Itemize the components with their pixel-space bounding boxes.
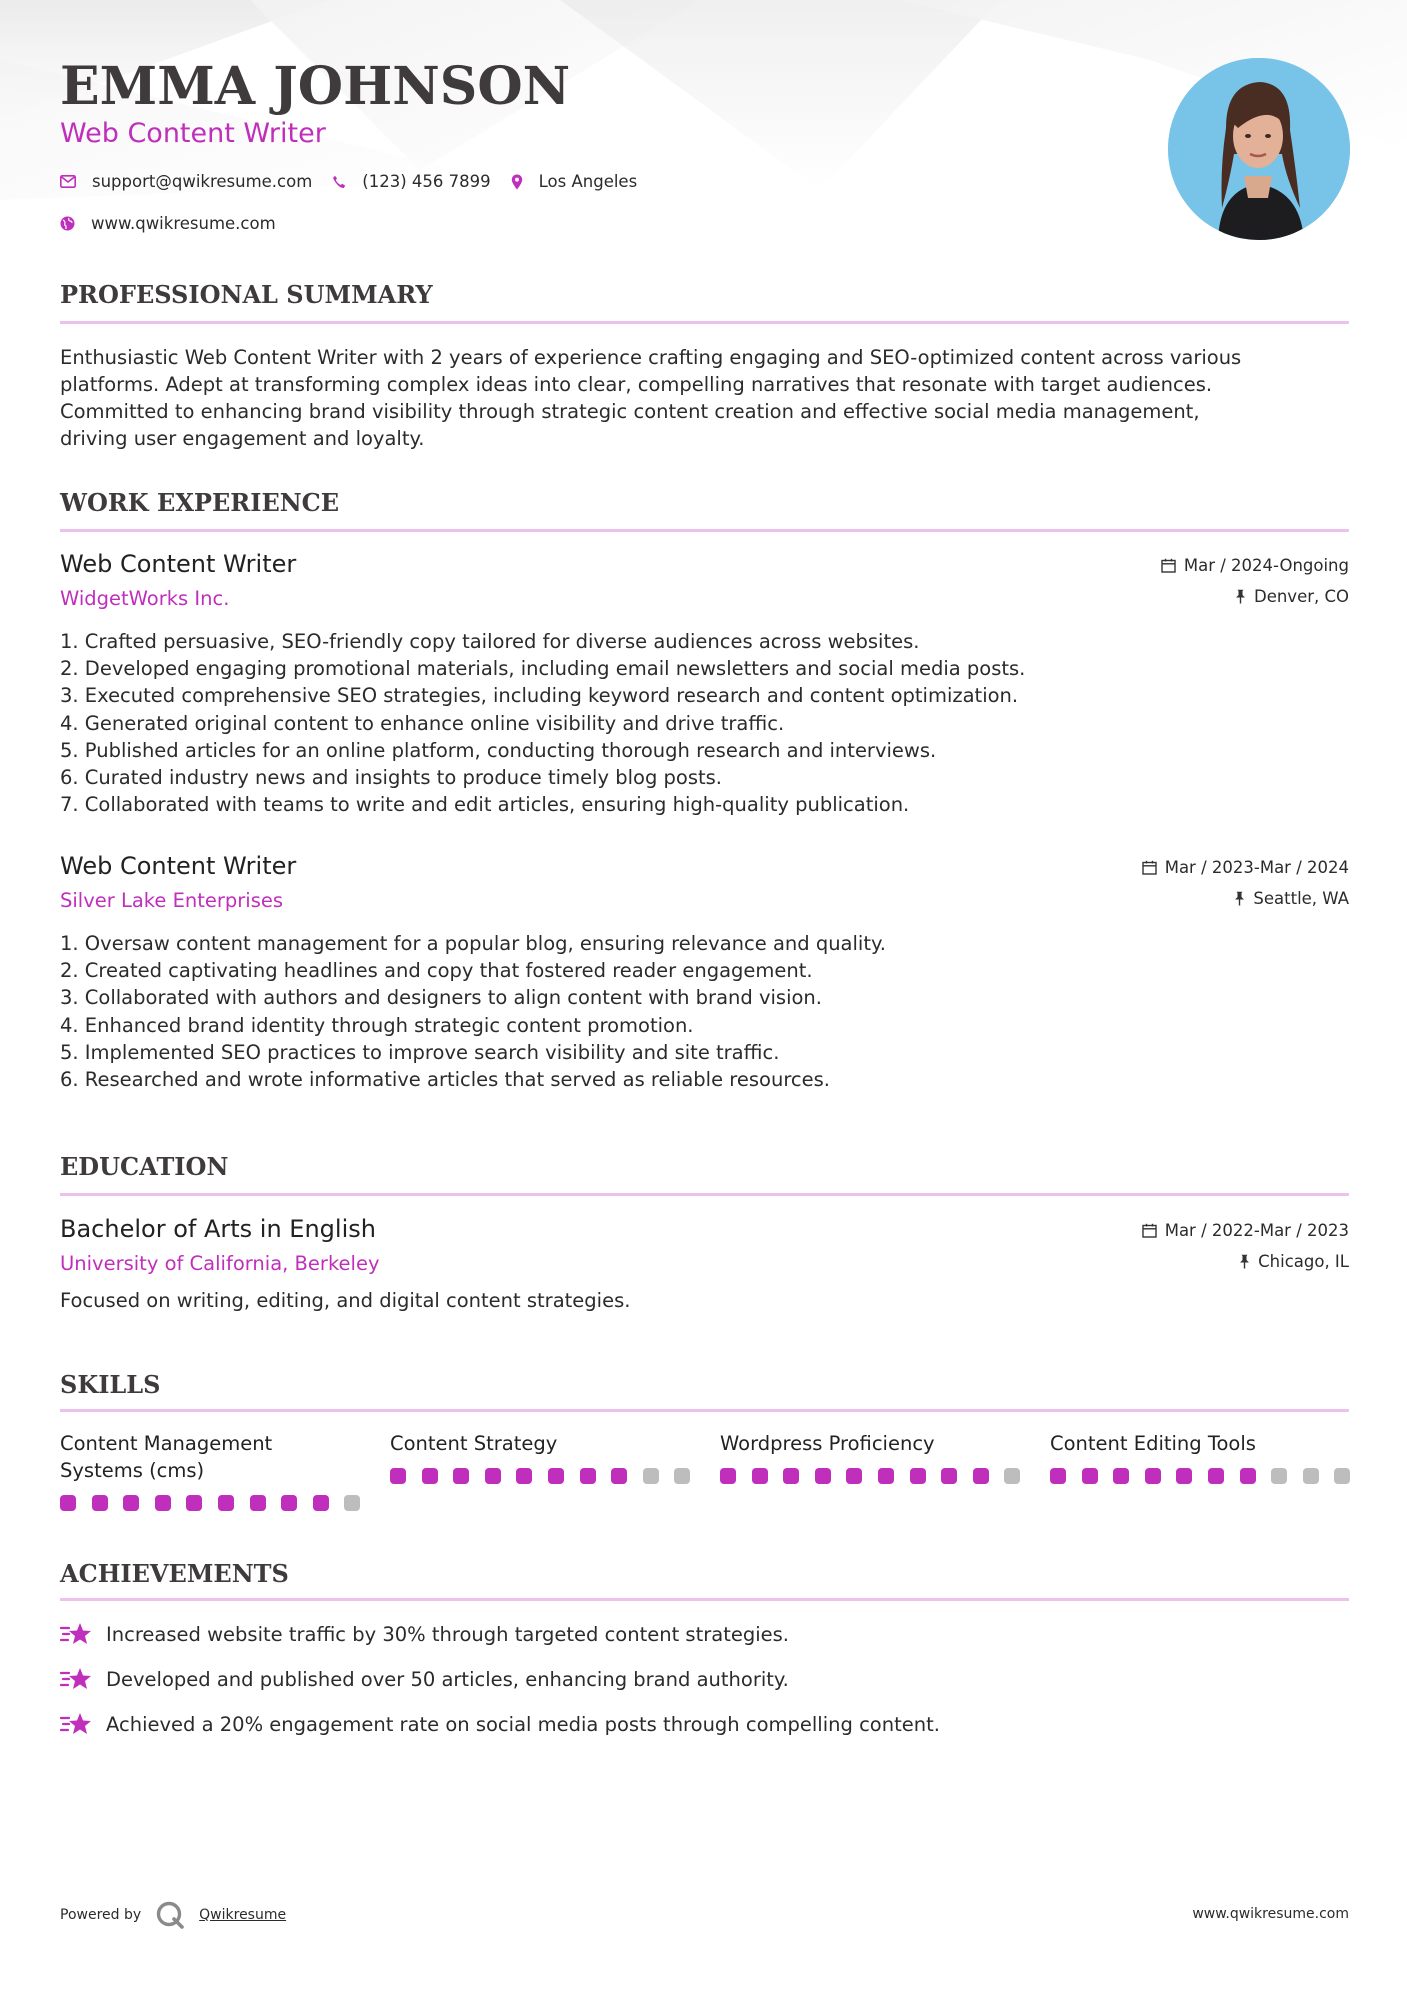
section-title-education: EDUCATION xyxy=(60,1152,229,1181)
achievement-text: Developed and published over 50 articles, enhancing brand authority. xyxy=(106,1667,789,1691)
skill-dot-filled xyxy=(1240,1468,1256,1484)
skill-dot-filled xyxy=(60,1495,76,1511)
skill-dot-filled xyxy=(783,1468,799,1484)
education-location-text: Chicago, IL xyxy=(1258,1252,1349,1271)
skill-dot-filled xyxy=(878,1468,894,1484)
skill-dot-empty xyxy=(1271,1468,1287,1484)
bullet-item: 4. Generated original content to enhance online visibility and drive traffic. xyxy=(60,711,785,735)
skill-dot-filled xyxy=(186,1495,202,1511)
section-divider xyxy=(60,529,1349,532)
contact-row xyxy=(60,172,657,191)
skill-dot-filled xyxy=(720,1468,736,1484)
summary-line: Enthusiastic Web Content Writer with 2 years of experience crafting engaging and SEO-optimized content across various xyxy=(60,346,1242,369)
skill-dot-filled xyxy=(1176,1468,1192,1484)
bullet-item: 1. Crafted persuasive, SEO-friendly copy tailored for diverse audiences across websites. xyxy=(60,630,920,653)
envelope-icon xyxy=(60,175,76,188)
job-date xyxy=(1142,858,1349,877)
skill-dot-empty xyxy=(674,1468,690,1484)
skill-dot-filled xyxy=(846,1468,862,1484)
skill-dot-filled xyxy=(941,1468,957,1484)
pushpin-icon xyxy=(1235,589,1246,604)
skill-name-line: Content Management xyxy=(60,1432,273,1455)
section-title-experience: WORK EXPERIENCE xyxy=(60,488,340,517)
bullet-item: 5. Implemented SEO practices to improve search visibility and site traffic. xyxy=(60,1040,780,1064)
skill-dot-empty xyxy=(1303,1468,1319,1484)
degree-title: Bachelor of Arts in English xyxy=(60,1215,376,1243)
skill-name xyxy=(390,1430,690,1457)
skill-name-line: Wordpress Proficiency xyxy=(720,1432,935,1455)
job-location-text: Seattle, WA xyxy=(1253,889,1349,908)
map-pin-icon xyxy=(511,174,523,190)
globe-icon xyxy=(60,216,75,231)
bullet-item: 5. Published articles for an online platform, conducting thorough research and interviews. xyxy=(60,738,937,762)
skill-dot-filled xyxy=(422,1468,438,1484)
footer-url[interactable]: www.qwikresume.com xyxy=(1192,1906,1349,1922)
skill-rating xyxy=(60,1495,376,1511)
skill-name xyxy=(1050,1430,1350,1457)
skill-item xyxy=(60,1430,360,1484)
job-title: Web Content Writer xyxy=(60,852,297,880)
skill-dot-filled xyxy=(92,1495,108,1511)
bullet-item: 6. Curated industry news and insights to produce timely blog posts. xyxy=(60,766,722,790)
skill-item xyxy=(720,1430,1020,1457)
skill-dot-filled xyxy=(313,1495,329,1511)
section-divider xyxy=(60,1193,1349,1196)
skill-dot-filled xyxy=(1050,1468,1066,1484)
summary-text xyxy=(60,344,1349,452)
job-date xyxy=(1161,556,1349,575)
summary-line: Committed to enhancing brand visibility through strategic content creation and effective social media management, xyxy=(60,400,1200,423)
calendar-icon xyxy=(1142,860,1157,875)
bullet-item: 1. Oversaw content management for a popular blog, ensuring relevance and quality. xyxy=(60,932,886,955)
skill-dot-filled xyxy=(815,1468,831,1484)
skill-dot-filled xyxy=(485,1468,501,1484)
bullet-item: 7. Collaborated with teams to write and edit articles, ensuring high-quality publication. xyxy=(60,793,910,817)
skill-dot-filled xyxy=(611,1468,627,1484)
skill-dot-empty xyxy=(643,1468,659,1484)
pushpin-icon xyxy=(1239,1254,1250,1269)
bullet-item: 3. Collaborated with authors and designers to align content with brand vision. xyxy=(60,986,822,1010)
skill-item xyxy=(1050,1430,1350,1457)
bullet-item: 3. Executed comprehensive SEO strategies, including keyword research and content optimization. xyxy=(60,684,1019,708)
job-location xyxy=(1235,587,1349,606)
skill-dot-filled xyxy=(1145,1468,1161,1484)
candidate-role: Web Content Writer xyxy=(60,118,326,149)
avatar xyxy=(1168,58,1350,240)
skill-dot-filled xyxy=(1208,1468,1224,1484)
skill-name-line: Content Strategy xyxy=(390,1432,558,1455)
skill-dot-filled xyxy=(1082,1468,1098,1484)
bullet-item: 4. Enhanced brand identity through strategic content promotion. xyxy=(60,1013,694,1037)
powered-by-label: Powered by xyxy=(60,1907,142,1923)
phone-text: (123) 456 7899 xyxy=(362,172,491,191)
skill-rating xyxy=(1050,1468,1366,1484)
job-date-text: Mar / 2023-Mar / 2024 xyxy=(1164,858,1349,877)
achievement-text: Achieved a 20% engagement rate on social media posts through compelling content. xyxy=(106,1712,940,1736)
job-title: Web Content Writer xyxy=(60,550,297,578)
bullet-item: 6. Researched and wrote informative articles that served as reliable resources. xyxy=(60,1068,830,1092)
section-divider xyxy=(60,1409,1349,1412)
location-text: Los Angeles xyxy=(538,172,638,191)
footer-powered-by xyxy=(60,1900,286,1930)
section-title-skills: SKILLS xyxy=(60,1370,161,1399)
summary-line: driving user engagement and loyalty. xyxy=(60,427,425,450)
calendar-icon xyxy=(1142,1223,1157,1238)
job-location-text: Denver, CO xyxy=(1253,587,1349,606)
skill-dot-filled xyxy=(155,1495,171,1511)
candidate-name: EMMA JOHNSON xyxy=(60,56,571,117)
skill-dot-filled xyxy=(973,1468,989,1484)
job-location xyxy=(1234,889,1349,908)
skill-dot-filled xyxy=(752,1468,768,1484)
job-company: WidgetWorks Inc. xyxy=(60,587,230,610)
skill-rating xyxy=(720,1468,1036,1484)
skill-name xyxy=(60,1430,360,1484)
skill-dot-filled xyxy=(910,1468,926,1484)
achievement-item xyxy=(60,1710,940,1738)
skill-dot-filled xyxy=(123,1495,139,1511)
skill-name xyxy=(720,1430,1020,1457)
job-bullets xyxy=(60,930,886,1093)
contact-location xyxy=(511,172,638,191)
email-text: support@qwikresume.com xyxy=(92,172,313,191)
star-icon xyxy=(60,1710,92,1738)
education-date-text: Mar / 2022-Mar / 2023 xyxy=(1164,1221,1349,1240)
job-company: Silver Lake Enterprises xyxy=(60,889,284,912)
contact-website[interactable] xyxy=(60,214,276,233)
star-icon xyxy=(60,1620,92,1648)
skill-dot-filled xyxy=(548,1468,564,1484)
skill-dot-empty xyxy=(1004,1468,1020,1484)
skill-dot-filled xyxy=(390,1468,406,1484)
school-name: University of California, Berkeley xyxy=(60,1252,380,1275)
section-divider xyxy=(60,321,1349,324)
job-bullets xyxy=(60,628,1025,818)
education-description: Focused on writing, editing, and digital content strategies. xyxy=(60,1289,631,1312)
section-title-achievements: ACHIEVEMENTS xyxy=(60,1559,289,1588)
skill-dot-filled xyxy=(1113,1468,1129,1484)
avatar-illustration xyxy=(1168,58,1350,240)
qwikresume-logo-icon xyxy=(155,1900,185,1930)
skill-rating xyxy=(390,1468,706,1484)
skill-dot-filled xyxy=(580,1468,596,1484)
achievement-item xyxy=(60,1620,789,1648)
skill-dot-filled xyxy=(516,1468,532,1484)
skill-dot-empty xyxy=(344,1495,360,1511)
skill-name-line: Systems (cms) xyxy=(60,1459,205,1482)
summary-line: platforms. Adept at transforming complex ideas into clear, compelling narratives that resonate with target audiences. xyxy=(60,373,1213,396)
section-divider xyxy=(60,1598,1349,1601)
contact-row-website xyxy=(60,214,296,233)
bullet-item: 2. Developed engaging promotional materials, including email newsletters and social media posts. xyxy=(60,657,1026,681)
contact-phone[interactable] xyxy=(332,172,490,191)
contact-email[interactable] xyxy=(60,172,312,191)
website-text: www.qwikresume.com xyxy=(91,214,276,233)
skill-dot-filled xyxy=(281,1495,297,1511)
education-date xyxy=(1142,1221,1349,1240)
calendar-icon xyxy=(1161,558,1176,573)
job-date-text: Mar / 2024-Ongoing xyxy=(1183,556,1349,575)
skill-dot-empty xyxy=(1334,1468,1350,1484)
achievement-text: Increased website traffic by 30% through targeted content strategies. xyxy=(106,1622,789,1646)
star-icon xyxy=(60,1665,92,1693)
skill-dot-filled xyxy=(218,1495,234,1511)
skill-name-line: Content Editing Tools xyxy=(1050,1432,1256,1455)
section-title-summary: PROFESSIONAL SUMMARY xyxy=(60,280,433,309)
skill-item xyxy=(390,1430,690,1457)
skill-dot-filled xyxy=(453,1468,469,1484)
bullet-item: 2. Created captivating headlines and copy that fostered reader engagement. xyxy=(60,959,813,983)
pushpin-icon xyxy=(1234,891,1245,906)
education-location xyxy=(1239,1252,1349,1271)
achievement-item xyxy=(60,1665,789,1693)
phone-icon xyxy=(332,175,346,189)
skill-dot-filled xyxy=(250,1495,266,1511)
qwikresume-link[interactable]: Qwikresume xyxy=(199,1907,287,1923)
